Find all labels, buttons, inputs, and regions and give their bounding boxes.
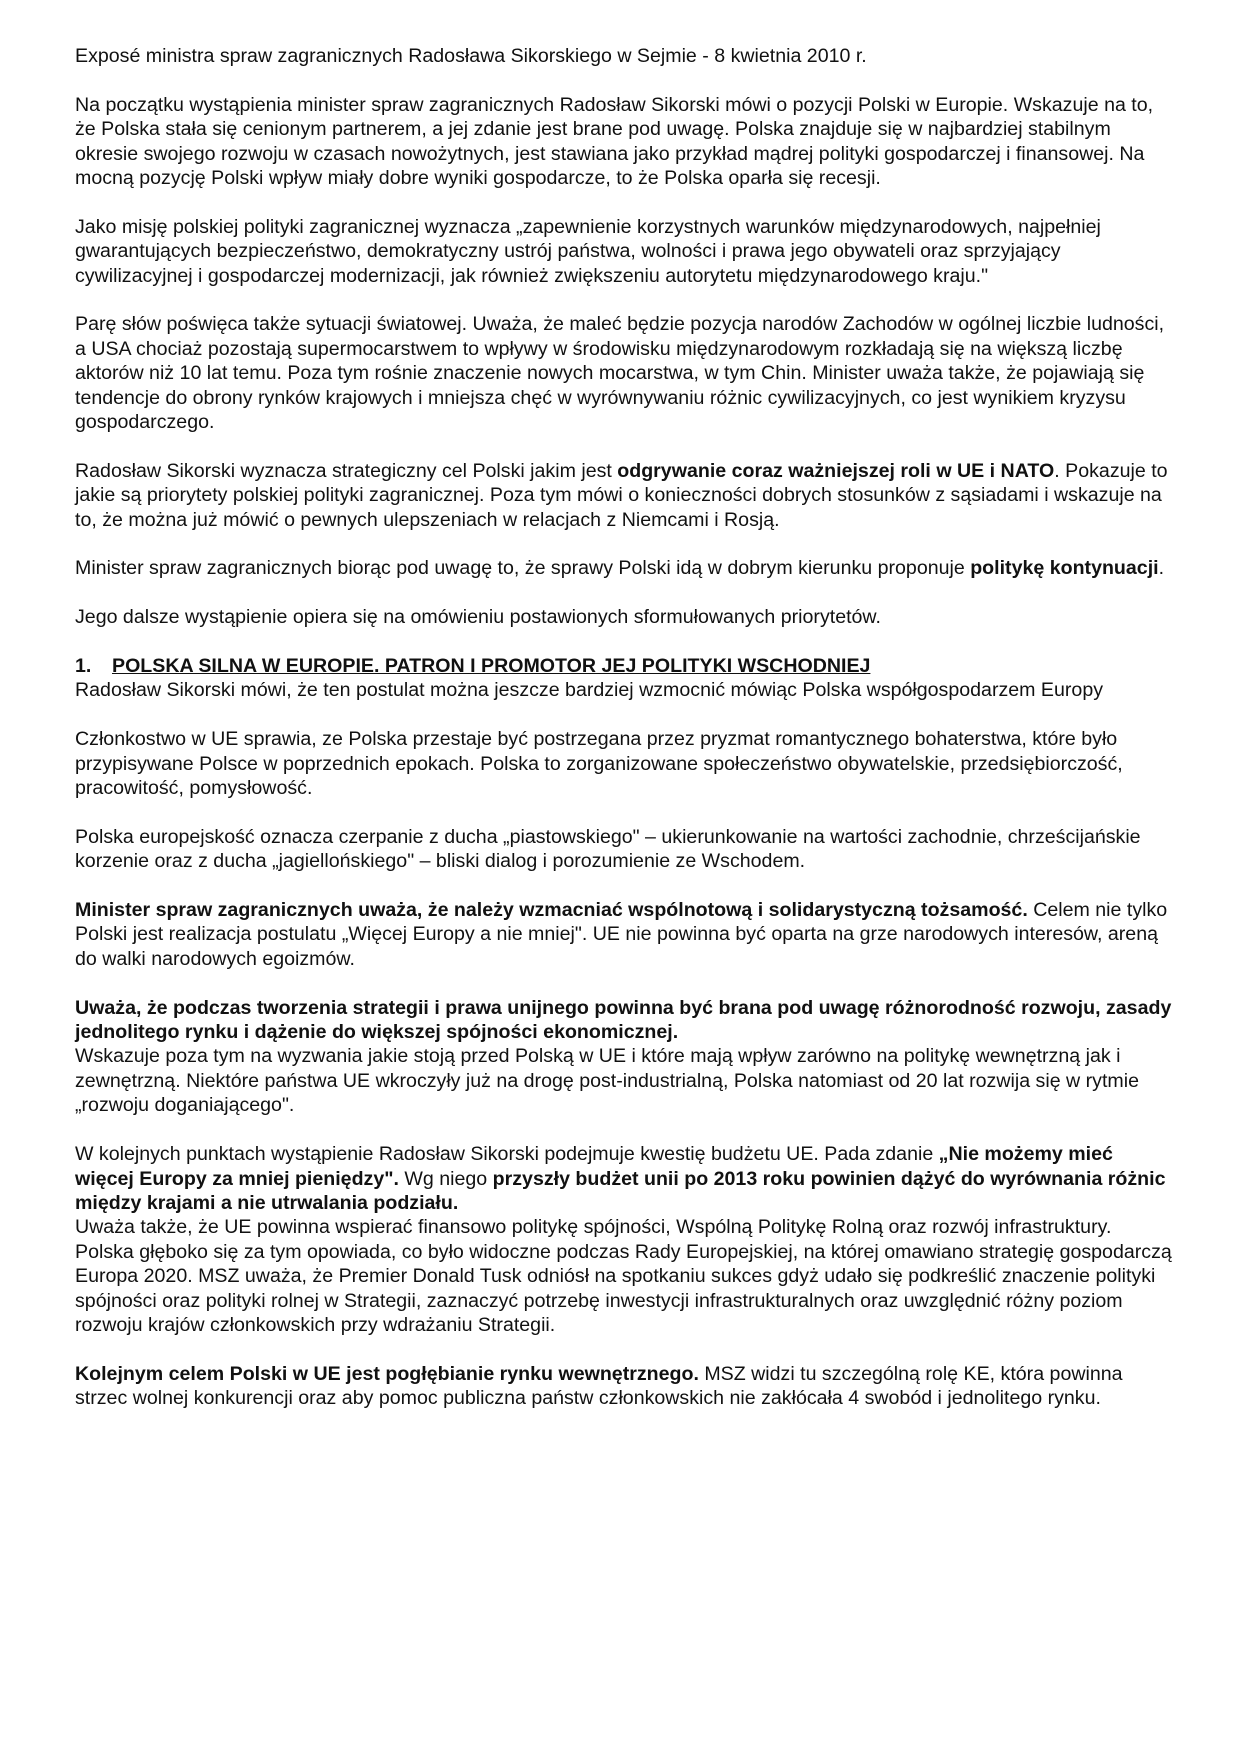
text-run: Minister spraw zagranicznych biorąc pod uwagę to, że sprawy Polski idą w dobrym kierunku proponuje [75, 557, 971, 580]
text-run: Radosław Sikorski wyznacza strategiczny cel Polski jakim jest [75, 459, 618, 482]
document-page [75, 44, 1175, 1435]
paragraph-diversity-bold [75, 996, 1175, 1045]
paragraph-continuation-policy [75, 556, 1175, 580]
paragraph-cohesion-policy: Uważa także, że UE powinna wspierać finansowo politykę spójności, Wspólną Politykę Rolną oraz rozwój infrastruktury. Polska głęboko się za tym opowiada, co było widoczne podczas Rady Europejskiej, na której omawiano strategię gospodarczą Europa 2020. MSZ uważa, że Premier Donald Tusk odniósł na spotkaniu sukces gdyż udało się podkreślić znaczenie polityki spójności oraz polityki rolnej w Strategii, zaznaczyć potrzebę inwestycji infrastrukturalnych oraz uwzględnić różny poziom rozwoju krajów członkowskich przy wdrażaniu Strategii. [75, 1216, 1172, 1336]
paragraph-budget [75, 1142, 1175, 1215]
paragraph-priorities: Jego dalsze wystąpienie opiera się na omówieniu postawionych sformułowanych priorytetów. [75, 606, 881, 629]
text-run: W kolejnych punktach wystąpienie Radosław Sikorski podejmuje kwestię budżetu UE. Pada zdanie [75, 1143, 939, 1166]
paragraph-european-identity: Polska europejskość oznacza czerpanie z ducha „piastowskiego" – ukierunkowanie na wartości zachodnie, chrześcijańskie korzenie oraz z ducha „jagiellońskiego" – bliski dialog i porozumienie ze Wschodem. [75, 825, 1141, 873]
paragraph-solidarity [75, 898, 1175, 971]
section-number: 1. [75, 655, 92, 678]
section-heading-text: POLSKA SILNA W EUROPIE. PATRON I PROMOTOR JEJ POLITYKI WSCHODNIEJ [112, 655, 871, 678]
bold-text: przyszły budżet unii po 2013 roku powinien dążyć do wyrównania różnic między krajami a nie utrwalania podziału. [75, 1167, 1166, 1214]
bold-text: Uważa, że podczas tworzenia strategii i prawa unijnego powinna być brana pod uwagę różnorodność rozwoju, zasady jednolitego rynku i dążenie do większej spójności ekonomicznej. [75, 996, 1172, 1044]
paragraph-challenges: Wskazuje poza tym na wyzwania jakie stoją przed Polską w UE i które mają wpływ zarówno na politykę wewnętrzną jak i zewnętrzną. Niektóre państwa UE wkroczyły już na drogę post-industrialną, Polska natomiast od 20 lat rozwija się w rytmie „rozwoju doganiającego". [75, 1045, 1139, 1117]
document-title: Exposé ministra spraw zagranicznych Radosława Sikorskiego w Sejmie - 8 kwietnia 2010 r. [75, 45, 867, 67]
text-run: Wg niego [398, 1167, 493, 1190]
bold-text: politykę kontynuacji [970, 557, 1159, 580]
bold-text: Kolejnym celem Polski w UE jest pogłębianie rynku wewnętrznego. [75, 1362, 699, 1385]
text-run: . [1158, 557, 1165, 580]
paragraph-mission: Jako misję polskiej polityki zagranicznej wyznacza „zapewnienie korzystnych warunków międzynarodowych, najpełniej gwarantujących bezpieczeństwo, demokratyczny ustrój państwa, wolności i prawa jego obywateli oraz sprzyjający cywilizacyjnej i gospodarczej modernizacji, jak również zwiększeniu autorytetu międzynarodowego kraju." [75, 215, 1101, 287]
bold-text: odgrywanie coraz ważniejszej roli w UE i NATO [617, 459, 1055, 482]
paragraph-intro: Na początku wystąpienia minister spraw zagranicznych Radosław Sikorski mówi o pozycji Polski w Europie. Wskazuje na to, że Polska stała się cenionym partnerem, a jej zdanie jest brane pod uwagę. Polska znajduje się w najbardziej stabilnym okresie swojego rozwoju w czasach nowożytnych, jest stawiana jako przykład mądrej polityki gospodarczej i finansowej. Na mocną pozycję Polski wpływ miały dobre wyniki gospodarcze, to że Polska oparła się recesji. [75, 93, 1154, 190]
text-run: Celem nie tylko Polski jest realizacja postulatu „Więcej Europy a nie mniej". UE nie powinna być oparta na grze narodowych interesów, areną do walki narodowych egoizmów. [75, 899, 1168, 970]
bold-text: „Nie możemy mieć więcej Europy za mniej pieniędzy". [75, 1143, 1113, 1190]
bold-text: Minister spraw zagranicznych uważa, że należy wzmacniać wspólnotową i solidarystyczną tożsamość. [75, 899, 1028, 922]
paragraph-world-situation: Parę słów poświęca także sytuacji światowej. Uważa, że maleć będzie pozycja narodów Zachodów w ogólnej liczbie ludności, a USA chociaż pozostają supermocarstwem to wpływy w środowisku międzynarodowym rozkładają się na większą liczbę aktorów niż 10 lat temu. Poza tym rośnie znaczenie nowych mocarstwa, w tym Chin. Minister uważa także, że pojawiają się tendencje do obrony rynków krajowych i mniejsza chęć w wyrównywaniu różnic cywilizacyjnych, co jest wynikiem kryzysu gospodarczego. [75, 313, 1165, 434]
section-heading [75, 654, 1175, 678]
text-run: MSZ widzi tu szczególną rolę KE, która powinna strzec wolnej konkurencji oraz aby pomoc publiczna państw członkowskich nie zakłócała 4 swobód i jednolitego rynku. [75, 1362, 1123, 1410]
paragraph-strategic-goal [75, 459, 1175, 532]
paragraph-internal-market [75, 1362, 1175, 1411]
paragraph-section-intro: Radosław Sikorski mówi, że ten postulat można jeszcze bardziej wzmocnić mówiąc Polska współgospodarzem Europy [75, 679, 1104, 702]
text-run: . Pokazuje to jakie są priorytety polskiej polityki zagranicznej. Poza tym mówi o konieczności dobrych stosunków z sąsiadami i wskazuje na to, że można już mówić o pewnych ulepszeniach w relacjach z Niemcami i Rosją. [75, 459, 1168, 531]
paragraph-membership: Członkostwo w UE sprawia, ze Polska przestaje być postrzegana przez pryzmat romantycznego bohaterstwa, które było przypisywane Polsce w poprzednich epokach. Polska to zorganizowane społeczeństwo obywatelskie, przedsiębiorczość, pracowitość, pomysłowość. [75, 728, 1123, 800]
